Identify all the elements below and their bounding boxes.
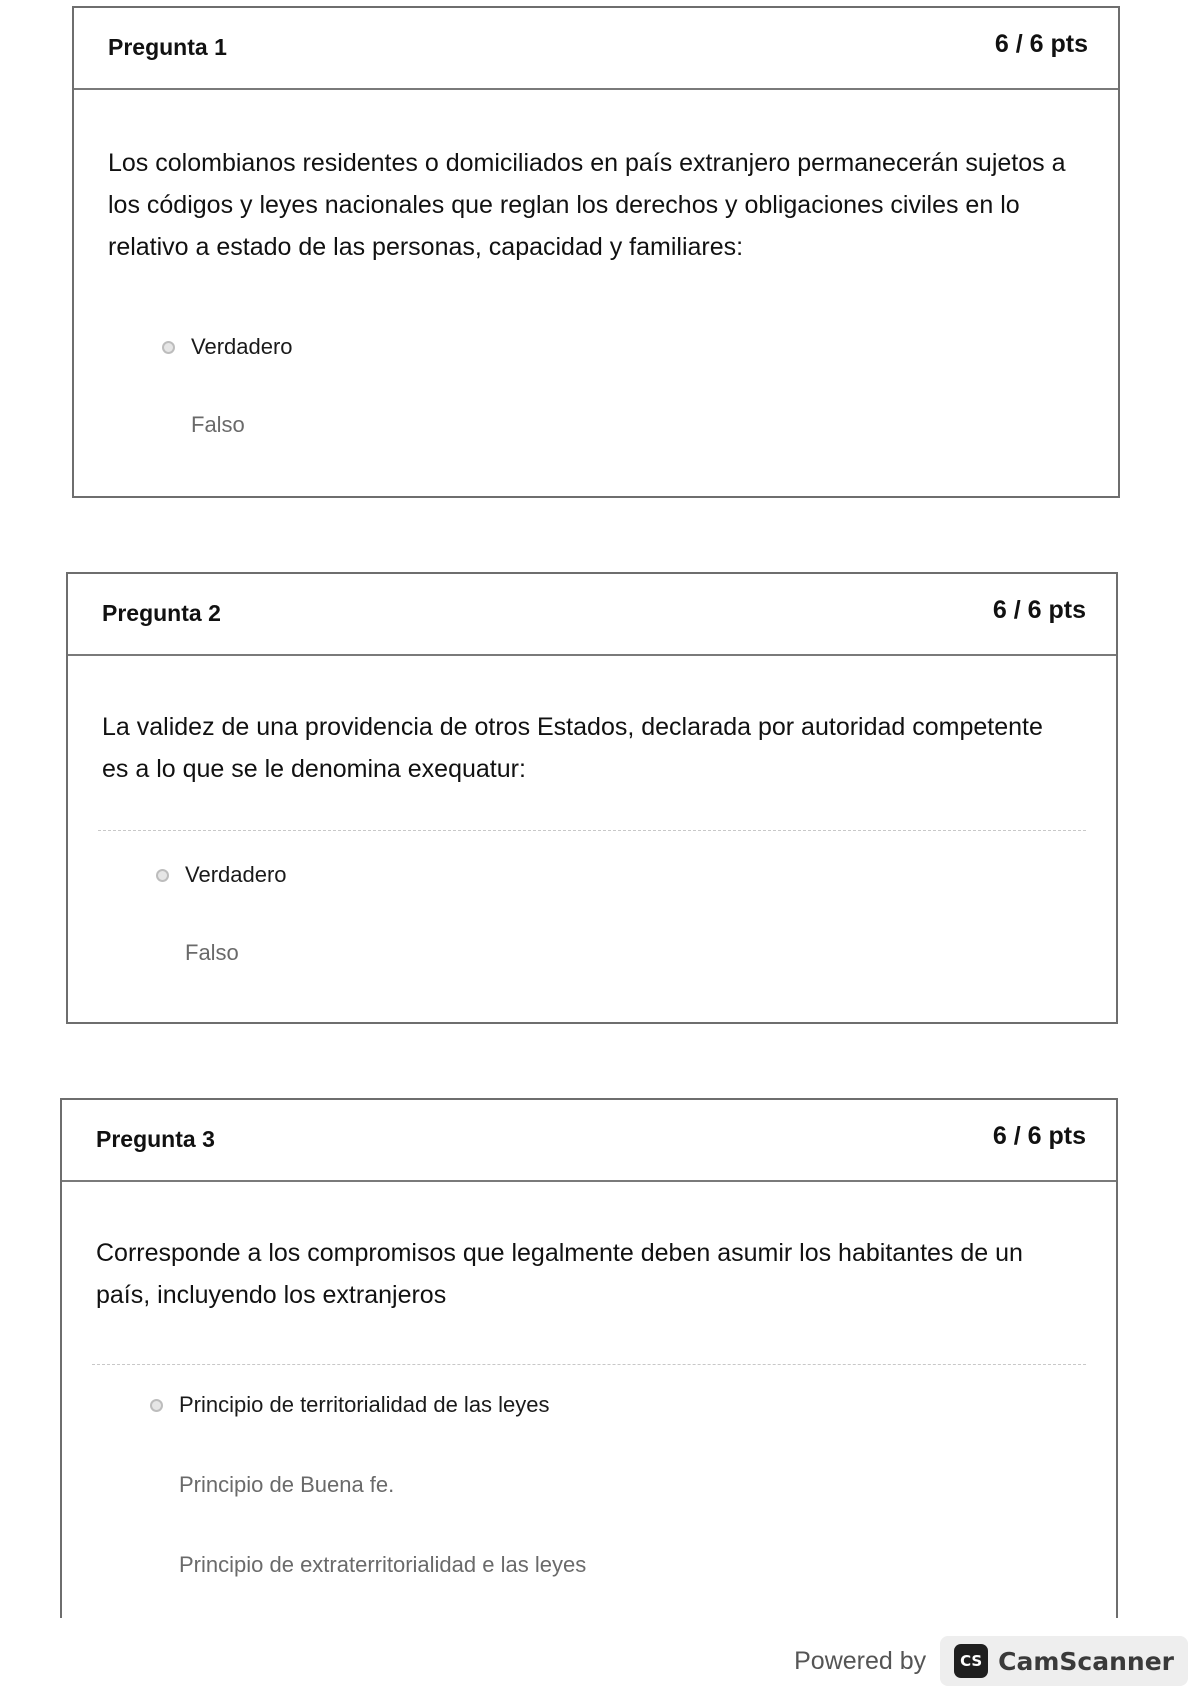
- answer-label: Principio de Buena fe.: [179, 1472, 395, 1497]
- answer-label: Principio de extraterritorialidad e las leyes: [179, 1552, 587, 1577]
- camscanner-logo-icon: CS: [954, 1644, 988, 1678]
- question-3: [60, 1098, 1118, 1618]
- question-1: [72, 6, 1120, 498]
- question-3-answer-1[interactable]: [150, 1392, 550, 1418]
- question-1-header: [74, 8, 1118, 90]
- answer-label: Verdadero: [185, 862, 287, 887]
- answer-label: Falso: [185, 940, 239, 965]
- radio-selected-icon[interactable]: [162, 341, 175, 354]
- question-1-text: Los colombianos residentes o domiciliados en país extranjero permanecerán sujetos a los códigos y leyes nacionales que reglan los derechos y obligaciones civiles en lo relativo a estado de las personas, capacidad y familiares:: [108, 149, 1066, 261]
- answer-label: Falso: [191, 412, 245, 437]
- question-2-points: 6 / 6 pts: [992, 596, 1086, 624]
- question-3-answer-3[interactable]: [150, 1552, 586, 1578]
- question-2-title: Pregunta 2: [102, 600, 221, 626]
- question-3-points: 6 / 6 pts: [992, 1122, 1086, 1150]
- question-3-title: Pregunta 3: [96, 1126, 215, 1152]
- radio-selected-icon[interactable]: [150, 1399, 163, 1412]
- question-2-answer-2[interactable]: [156, 940, 239, 966]
- question-3-header: [62, 1100, 1116, 1182]
- question-1-answer-1[interactable]: [162, 334, 293, 360]
- camscanner-brand: CamScanner: [998, 1646, 1174, 1676]
- question-3-text: Corresponde a los compromisos que legalmente deben asumir los habitantes de un país, incluyendo los extranjeros: [96, 1239, 1023, 1309]
- question-1-title: Pregunta 1: [108, 34, 227, 60]
- question-3-divider: [92, 1364, 1086, 1365]
- question-2-answer-1[interactable]: [156, 862, 287, 888]
- question-3-answer-2[interactable]: [150, 1472, 394, 1498]
- question-2: [66, 572, 1118, 1024]
- answer-label: Verdadero: [191, 334, 293, 359]
- question-2-text: La validez de una providencia de otros Estados, declarada por autoridad competente es a lo que se le denomina exequatur:: [102, 713, 1043, 783]
- question-1-points: 6 / 6 pts: [994, 30, 1088, 58]
- camscanner-watermark: [794, 1636, 1188, 1686]
- camscanner-badge: [940, 1636, 1188, 1686]
- question-2-divider: [98, 830, 1086, 831]
- answer-label: Principio de territorialidad de las leyes: [179, 1392, 550, 1417]
- powered-by-text: Powered by: [794, 1646, 927, 1675]
- question-2-header: [68, 574, 1116, 656]
- question-1-answer-2[interactable]: [162, 412, 245, 438]
- radio-selected-icon[interactable]: [156, 869, 169, 882]
